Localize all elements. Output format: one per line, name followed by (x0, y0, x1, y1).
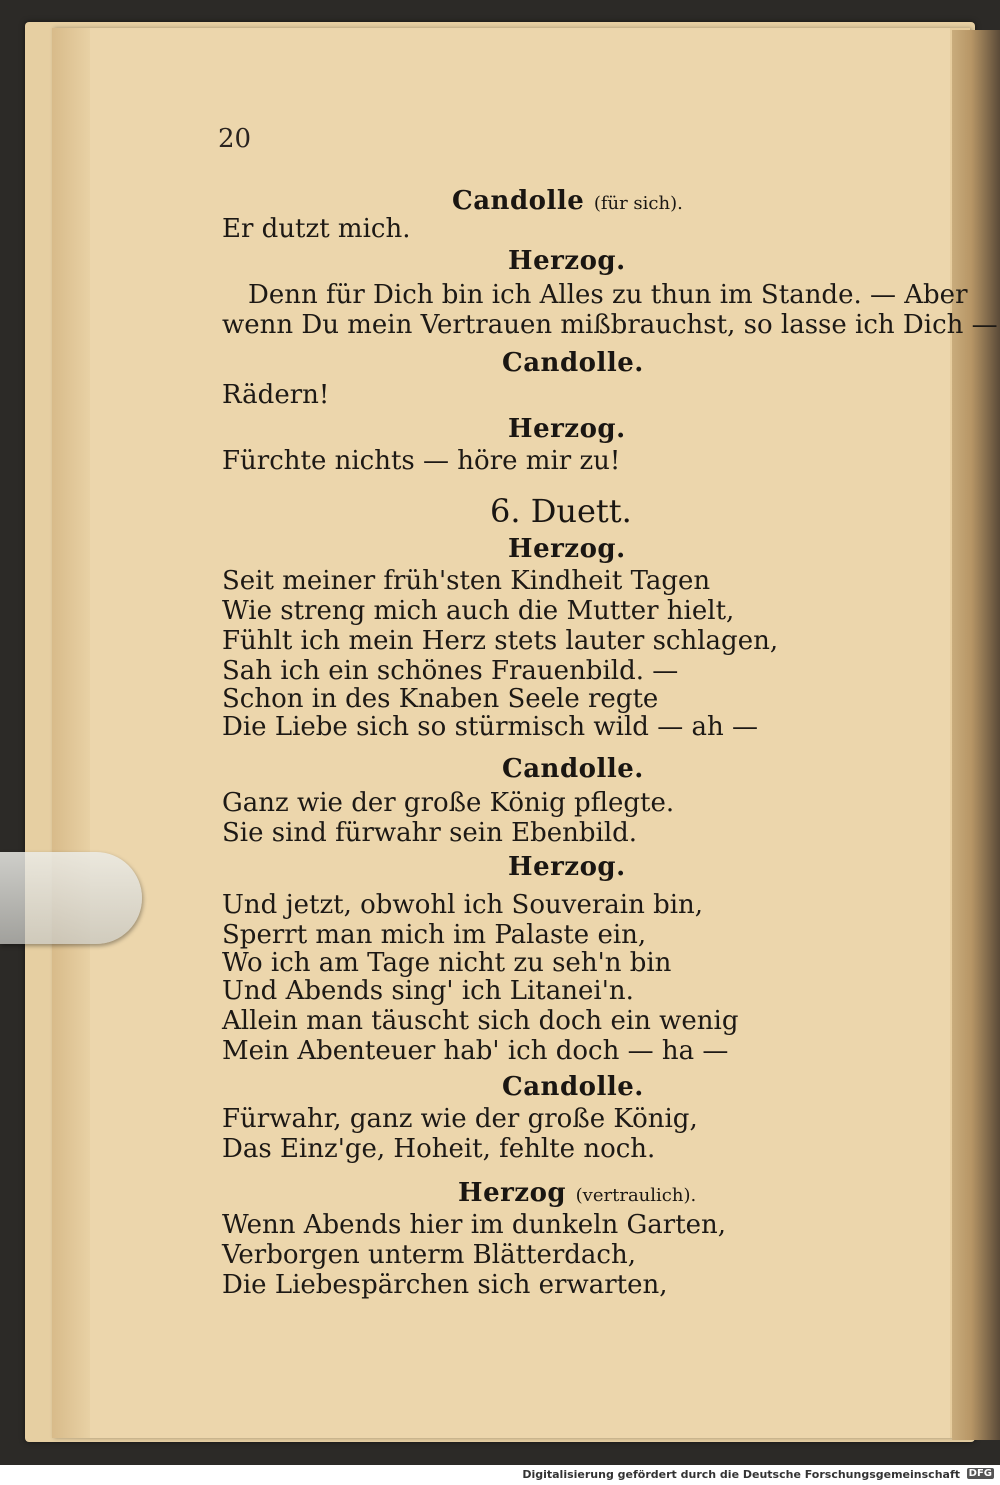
speaker-name: Herzog. (508, 414, 626, 444)
text-line: Die Liebespärchen sich erwarten, (222, 1270, 668, 1300)
text-line: Schon in des Knaben Seele regte (222, 684, 659, 714)
page-clip-tab (0, 852, 142, 944)
text-line: Sah ich ein schönes Frauenbild. — (222, 656, 679, 686)
text-line: Ganz wie der große König pflegte. (222, 788, 675, 818)
page-number: 20 (218, 124, 252, 154)
text-line: Denn für Dich bin ich Alles zu thun im Stande. — Aber (248, 280, 968, 310)
speaker-name: Herzog. (508, 246, 626, 276)
speaker-name: Candolle. (502, 1072, 644, 1102)
text-line: Wo ich am Tage nicht zu seh'n bin (222, 948, 672, 978)
text-line: Allein man täuscht sich doch ein wenig (222, 1006, 739, 1036)
footer-bar (0, 1465, 1000, 1485)
text-line: Sie sind fürwahr sein Ebenbild. (222, 818, 638, 848)
speaker-name (452, 186, 683, 216)
speaker-name: Candolle. (502, 754, 644, 784)
book-spine-edge (952, 30, 1000, 1440)
text-line: Wenn Abends hier im dunkeln Garten, (222, 1210, 727, 1240)
text-line: Und jetzt, obwohl ich Souverain bin, (222, 890, 704, 920)
text-line: wenn Du mein Vertrauen mißbrauchst, so lasse ich Dich — (222, 310, 998, 340)
text-line: Die Liebe sich so stürmisch wild — ah — (222, 712, 758, 742)
text-line: Er dutzt mich. (222, 214, 411, 244)
text-line: Das Einz'ge, Hoheit, fehlte noch. (222, 1134, 656, 1164)
text-line: Fürwahr, ganz wie der große König, (222, 1104, 698, 1134)
text-line: Sperrt man mich im Palaste ein, (222, 920, 647, 950)
speaker-name (458, 1178, 696, 1208)
text-line: Rädern! (222, 380, 330, 410)
speaker-name: Herzog. (508, 852, 626, 882)
text-line: Verborgen unterm Blätterdach, (222, 1240, 636, 1270)
stage-direction: (vertraulich). (575, 1185, 697, 1206)
text-line: Und Abends sing' ich Litanei'n. (222, 976, 634, 1006)
text-line: Fürchte nichts — höre mir zu! (222, 446, 621, 476)
text-line: Seit meiner früh'sten Kindheit Tagen (222, 566, 711, 596)
speaker-label: Candolle (452, 186, 585, 216)
section-heading: 6. Duett. (490, 492, 632, 530)
speaker-name: Candolle. (502, 348, 644, 378)
stage-direction: (für sich). (593, 193, 683, 214)
speaker-name: Herzog. (508, 534, 626, 564)
text-line: Fühlt ich mein Herz stets lauter schlagen, (222, 626, 779, 656)
footer-credit: Digitalisierung gefördert durch die Deutsche Forschungsgemeinschaft (522, 1468, 960, 1481)
dfg-logo: DFG (968, 1468, 992, 1479)
text-line: Wie streng mich auch die Mutter hielt, (222, 596, 735, 626)
speaker-label: Herzog (458, 1178, 567, 1208)
text-line: Mein Abenteuer hab' ich doch — ha — (222, 1036, 729, 1066)
